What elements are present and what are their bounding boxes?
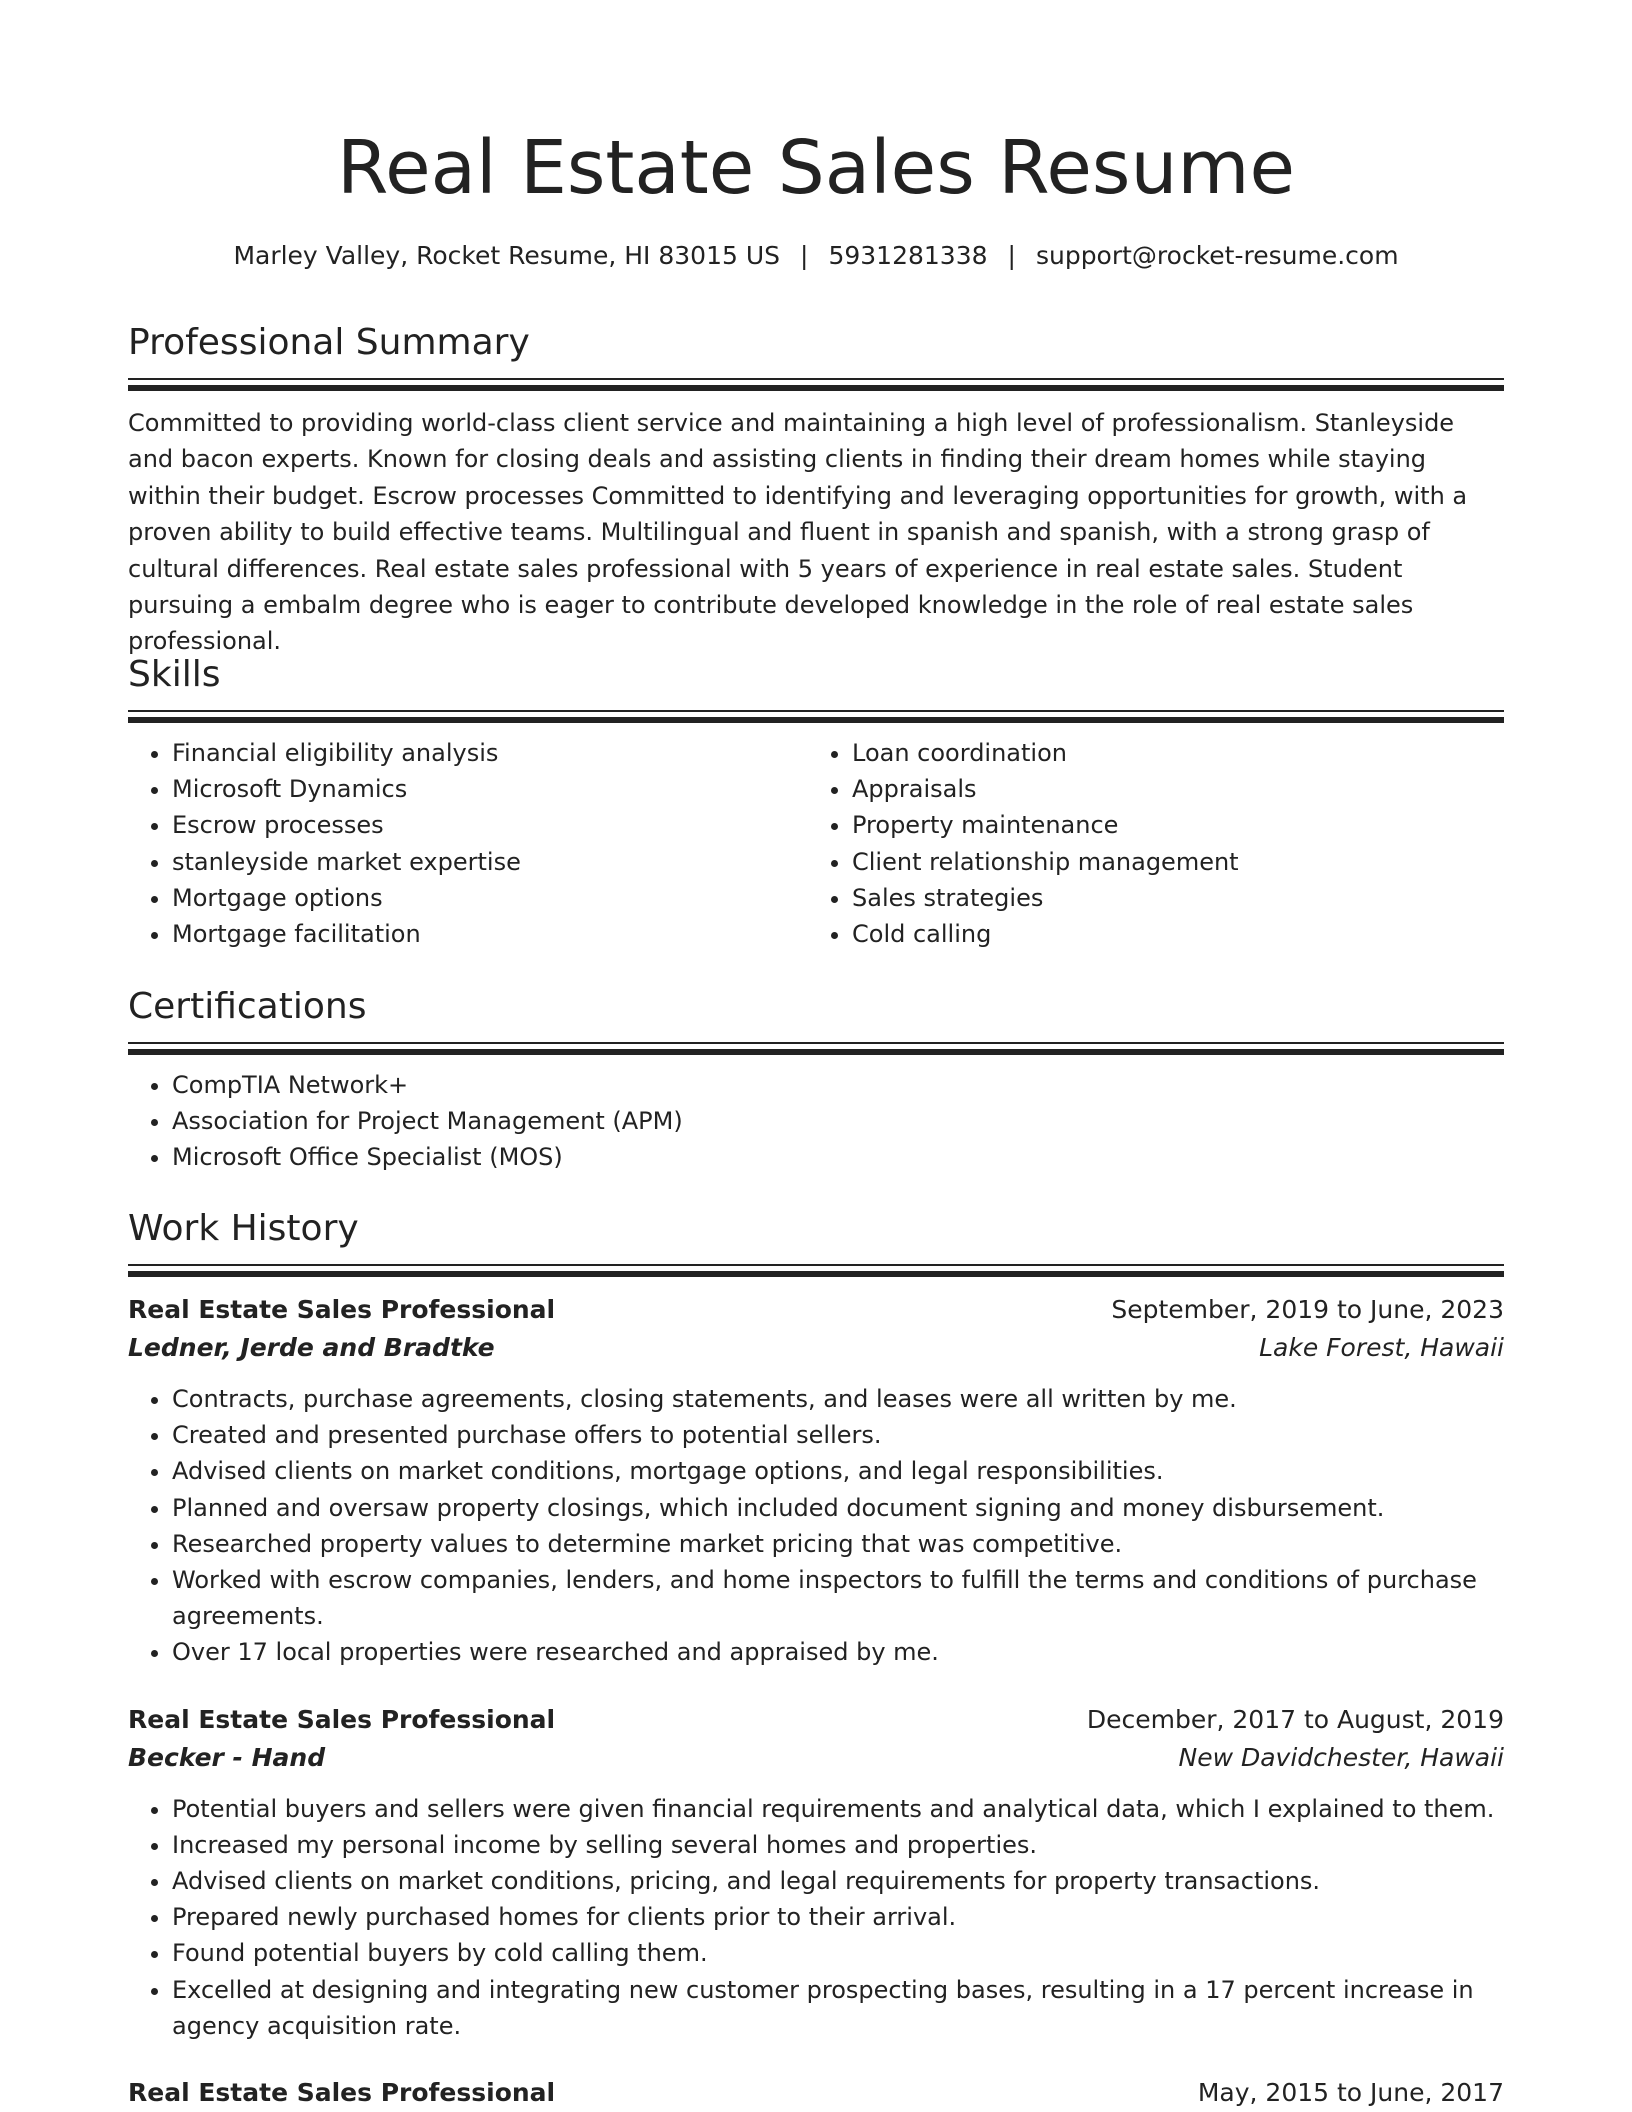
job-bullet: • Potential buyers and sellers were given financial requirements and analytical data, which I explained to them. — [172, 1791, 1504, 1827]
section-divider-thick — [128, 1049, 1504, 1055]
section-divider-thick — [128, 385, 1504, 391]
skill-item: • Loan coordination — [852, 735, 1486, 771]
job-company: Becker - Hand — [128, 1742, 326, 1772]
skill-item: • Cold calling — [852, 916, 1486, 952]
skill-item: • Mortgage facilitation — [172, 916, 806, 952]
job-entry — [128, 2074, 1504, 2112]
job-bullet: • Excelled at designing and integrating new customer prospecting bases, resulting in a 17 percent increase in agency acquisition rate. — [172, 1972, 1504, 2044]
resume-title: Real Estate Sales Resume — [337, 125, 1295, 211]
job-bullet: • Over 17 local properties were researched and appraised by me. — [172, 1634, 1504, 1670]
skills-grid — [128, 723, 1504, 952]
contact-separator: | — [800, 241, 809, 270]
skills-heading: Skills — [128, 654, 221, 695]
certification-item: • CompTIA Network+ — [172, 1067, 1504, 1103]
job-bullet: • Planned and oversaw property closings, which included document signing and money disbursement. — [172, 1490, 1504, 1526]
job-bullet: • Found potential buyers by cold calling them. — [172, 1935, 1504, 1971]
contact-phone: 5931281338 — [828, 241, 988, 270]
skill-item: • Property maintenance — [852, 807, 1486, 843]
summary-section — [128, 318, 1504, 660]
certification-item: • Microsoft Office Specialist (MOS) — [172, 1139, 1504, 1175]
contact-separator: | — [1007, 241, 1016, 270]
work-history-heading: Work History — [128, 1208, 359, 1249]
contact-address: Marley Valley, Rocket Resume, HI 83015 US — [233, 241, 781, 270]
skill-item: • stanleyside market expertise — [172, 844, 806, 880]
job-location: Lake Forest, Hawaii — [1259, 1333, 1504, 1362]
certifications-heading: Certifications — [128, 986, 367, 1027]
section-divider — [128, 1042, 1504, 1044]
summary-heading: Professional Summary — [128, 322, 530, 363]
job-bullets — [128, 1791, 1504, 2044]
job-entry — [128, 1701, 1504, 2044]
skills-list-left — [128, 735, 806, 952]
job-dates: December, 2017 to August, 2019 — [1086, 1704, 1504, 1734]
section-divider — [128, 1264, 1504, 1266]
job-entry — [128, 1291, 1504, 1671]
job-company: Ledner, Jerde and Bradtke — [128, 1333, 495, 1362]
contact-email: support@rocket-resume.com — [1035, 241, 1399, 270]
job-title: Real Estate Sales Professional — [128, 2078, 556, 2108]
job-bullets — [128, 1381, 1504, 1671]
job-bullet: • Created and presented purchase offers to potential sellers. — [172, 1417, 1504, 1453]
job-bullet: • Contracts, purchase agreements, closing statements, and leases were all written by me. — [172, 1381, 1504, 1417]
job-company-row — [128, 1329, 1504, 1367]
section-divider-thick — [128, 1271, 1504, 1277]
skill-item: • Mortgage options — [172, 880, 806, 916]
work-history-section — [128, 1204, 1504, 2112]
skill-item: • Escrow processes — [172, 807, 806, 843]
job-header-row — [128, 1701, 1504, 1739]
job-title: Real Estate Sales Professional — [128, 1295, 556, 1324]
skill-item: • Appraisals — [852, 771, 1486, 807]
contact-line — [128, 238, 1504, 274]
job-bullet: • Researched property values to determine market pricing that was competitive. — [172, 1526, 1504, 1562]
job-header-row — [128, 2074, 1504, 2112]
job-header-row — [128, 1291, 1504, 1329]
certification-item: • Association for Project Management (APM) — [172, 1103, 1504, 1139]
skill-item: • Financial eligibility analysis — [172, 735, 806, 771]
job-dates: September, 2019 to June, 2023 — [1111, 1295, 1504, 1324]
job-bullet: • Increased my personal income by selling several homes and properties. — [172, 1827, 1504, 1863]
job-bullet: • Advised clients on market conditions, pricing, and legal requirements for property transactions. — [172, 1863, 1504, 1899]
section-divider — [128, 378, 1504, 380]
job-dates: May, 2015 to June, 2017 — [1197, 2078, 1504, 2108]
skill-item: • Client relationship management — [852, 844, 1486, 880]
job-bullet: • Prepared newly purchased homes for clients prior to their arrival. — [172, 1899, 1504, 1935]
summary-text: Committed to providing world-class client service and maintaining a high level of professionalism. Stanleyside and bacon experts. Known for closing deals and assisting clients in finding their dream homes while staying within their budget. Escrow processes Committed to identifying and leveraging opportunities for growth, with a proven ability to build effective teams. Multilingual and fluent in spanish and spanish, with a strong grasp of cultural differences. Real estate sales professional with 5 years of experience in real estate sales. Student pursuing a embalm degree who is eager to contribute developed knowledge in the role of real estate sales professional. — [128, 409, 1468, 656]
skills-list-right — [808, 735, 1486, 952]
job-bullet: • Worked with escrow companies, lenders, and home inspectors to fulfill the terms and conditions of purchase agreements. — [172, 1562, 1504, 1634]
certifications-section — [128, 982, 1504, 1176]
job-bullet: • Advised clients on market conditions, mortgage options, and legal responsibilities. — [172, 1453, 1504, 1489]
job-title: Real Estate Sales Professional — [128, 1704, 556, 1734]
job-location: New Davidchester, Hawaii — [1178, 1742, 1504, 1772]
skill-item: • Microsoft Dynamics — [172, 771, 806, 807]
skill-item: • Sales strategies — [852, 880, 1486, 916]
certifications-list — [128, 1067, 1504, 1176]
section-divider — [128, 710, 1504, 712]
job-company-row — [128, 1739, 1504, 1777]
skills-section — [128, 650, 1504, 952]
